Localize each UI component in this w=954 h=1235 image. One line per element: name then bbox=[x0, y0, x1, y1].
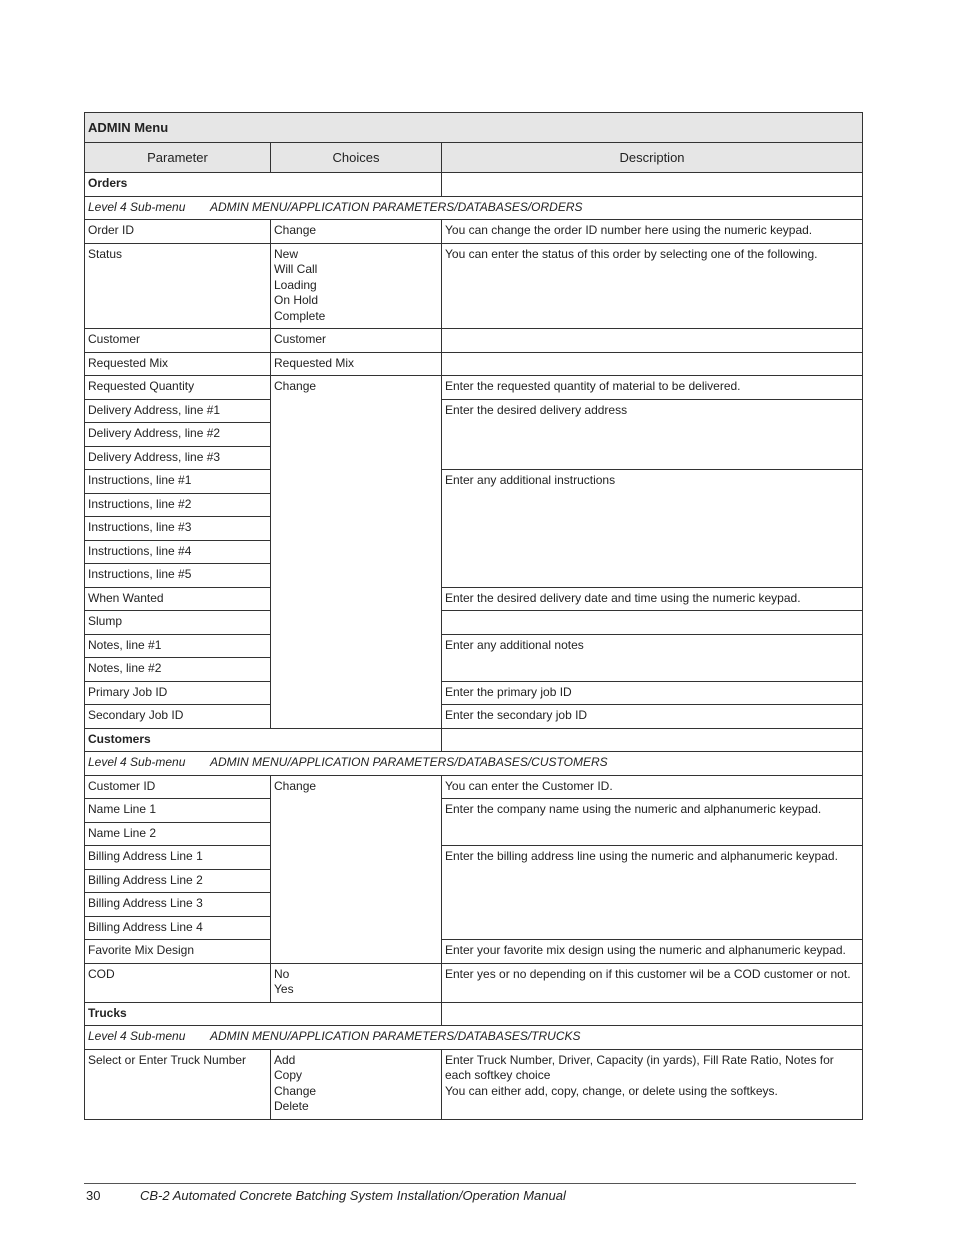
description-cell: Enter the primary job ID bbox=[442, 681, 863, 705]
param-cell: Notes, line #2 bbox=[85, 658, 271, 682]
param-cell: Billing Address Line 3 bbox=[85, 893, 271, 917]
param-cell: Secondary Job ID bbox=[85, 705, 271, 729]
description-cell: You can enter the Customer ID. bbox=[442, 775, 863, 799]
param-cell: Favorite Mix Design bbox=[85, 940, 271, 964]
choice-item: Will Call bbox=[274, 262, 318, 276]
choice-item: Yes bbox=[274, 982, 294, 996]
param-cell: Order ID bbox=[85, 220, 271, 244]
param-cell: Instructions, line #3 bbox=[85, 517, 271, 541]
footer-divider bbox=[84, 1183, 856, 1184]
choice-cell: Customer bbox=[271, 329, 442, 353]
menu-path: ADMIN MENU/APPLICATION PARAMETERS/DATABASES/CUSTOMERS bbox=[210, 755, 608, 769]
param-cell: Delivery Address, line #1 bbox=[85, 399, 271, 423]
param-cell: Delivery Address, line #3 bbox=[85, 446, 271, 470]
choice-item: Add bbox=[274, 1052, 296, 1067]
header-description: Description bbox=[442, 143, 863, 173]
description-cell: Enter the secondary job ID bbox=[442, 705, 863, 729]
param-cell: Name Line 1 bbox=[85, 799, 271, 823]
param-cell: Billing Address Line 1 bbox=[85, 846, 271, 870]
description-cell: Enter the desired delivery date and time using the numeric keypad. bbox=[442, 587, 863, 611]
param-cell: Instructions, line #4 bbox=[85, 540, 271, 564]
param-cell: Instructions, line #5 bbox=[85, 564, 271, 588]
param-cell: Delivery Address, line #2 bbox=[85, 423, 271, 447]
choice-item: On Hold bbox=[274, 293, 319, 307]
customers-submenu-path bbox=[85, 752, 863, 776]
section-trucks: Trucks bbox=[85, 1002, 442, 1026]
description-cell: Enter any additional notes bbox=[442, 634, 863, 681]
description-cell: You can change the order ID number here using the numeric keypad. bbox=[442, 220, 863, 244]
description-cell: Enter the billing address line using the numeric and alphanumeric keypad. bbox=[442, 846, 863, 940]
description-cell: You can enter the status of this order by selecting one of the following. bbox=[442, 243, 863, 329]
param-cell: COD bbox=[85, 963, 271, 1002]
menu-path: ADMIN MENU/APPLICATION PARAMETERS/DATABASES/ORDERS bbox=[210, 199, 583, 214]
trucks-submenu-path bbox=[85, 1026, 863, 1050]
choice-item: Delete bbox=[274, 1099, 309, 1113]
param-cell: Customer bbox=[85, 329, 271, 353]
choice-item: Copy bbox=[274, 1068, 303, 1082]
level-label: Level 4 Sub-menu bbox=[88, 755, 186, 769]
cod-choices bbox=[271, 963, 442, 1002]
level-label: Level 4 Sub-menu bbox=[88, 199, 186, 214]
param-cell: Billing Address Line 2 bbox=[85, 869, 271, 893]
param-cell: Requested Quantity bbox=[85, 376, 271, 400]
manual-title: CB-2 Automated Concrete Batching System Installation/Operation Manual bbox=[140, 1188, 566, 1203]
param-cell: Select or Enter Truck Number bbox=[85, 1049, 271, 1119]
description-cell bbox=[442, 1049, 863, 1119]
choice-cell: Requested Mix bbox=[271, 352, 442, 376]
section-customers: Customers bbox=[85, 728, 442, 752]
header-parameter: Parameter bbox=[85, 143, 271, 173]
param-cell: Requested Mix bbox=[85, 352, 271, 376]
description-cell: Enter the company name using the numeric and alphanumeric keypad. bbox=[442, 799, 863, 846]
choice-item: No bbox=[274, 966, 290, 981]
choice-item: Loading bbox=[274, 277, 317, 292]
param-cell: Customer ID bbox=[85, 775, 271, 799]
param-cell: Instructions, line #1 bbox=[85, 470, 271, 494]
description-cell: Enter yes or no depending on if this customer wil be a COD customer or not. bbox=[442, 963, 863, 1002]
choice-item: New bbox=[274, 246, 299, 261]
param-cell: Slump bbox=[85, 611, 271, 635]
param-cell: Billing Address Line 4 bbox=[85, 916, 271, 940]
description-line: You can either add, copy, change, or delete using the softkeys. bbox=[445, 1083, 778, 1098]
choice-cell: Change bbox=[271, 220, 442, 244]
description-cell: Enter the desired delivery address bbox=[442, 399, 863, 470]
level-label: Level 4 Sub-menu bbox=[88, 1029, 186, 1043]
choice-item: Change bbox=[274, 1083, 317, 1098]
table-title: ADMIN Menu bbox=[85, 113, 863, 143]
choice-cell: Change bbox=[271, 376, 442, 729]
param-cell: Status bbox=[85, 243, 271, 329]
choice-cell: Change bbox=[271, 775, 442, 963]
admin-menu-table bbox=[84, 112, 863, 1120]
section-orders: Orders bbox=[85, 173, 442, 197]
page-number: 30 bbox=[86, 1188, 101, 1203]
orders-submenu-path bbox=[85, 196, 863, 220]
description-cell: Enter the requested quantity of material to be delivered. bbox=[442, 376, 863, 400]
param-cell: Instructions, line #2 bbox=[85, 493, 271, 517]
description-line: Enter Truck Number, Driver, Capacity (in yards), Fill Rate Ratio, Notes for each softkey choice bbox=[445, 1052, 834, 1082]
menu-path: ADMIN MENU/APPLICATION PARAMETERS/DATABASES/TRUCKS bbox=[210, 1029, 581, 1043]
description-cell: Enter any additional instructions bbox=[442, 470, 863, 588]
param-cell: When Wanted bbox=[85, 587, 271, 611]
param-cell: Notes, line #1 bbox=[85, 634, 271, 658]
status-choices bbox=[271, 243, 442, 329]
description-cell: Enter your favorite mix design using the numeric and alphanumeric keypad. bbox=[442, 940, 863, 964]
param-cell: Primary Job ID bbox=[85, 681, 271, 705]
truck-choices bbox=[271, 1049, 442, 1119]
param-cell: Name Line 2 bbox=[85, 822, 271, 846]
header-choices: Choices bbox=[271, 143, 442, 173]
choice-item: Complete bbox=[274, 308, 326, 323]
